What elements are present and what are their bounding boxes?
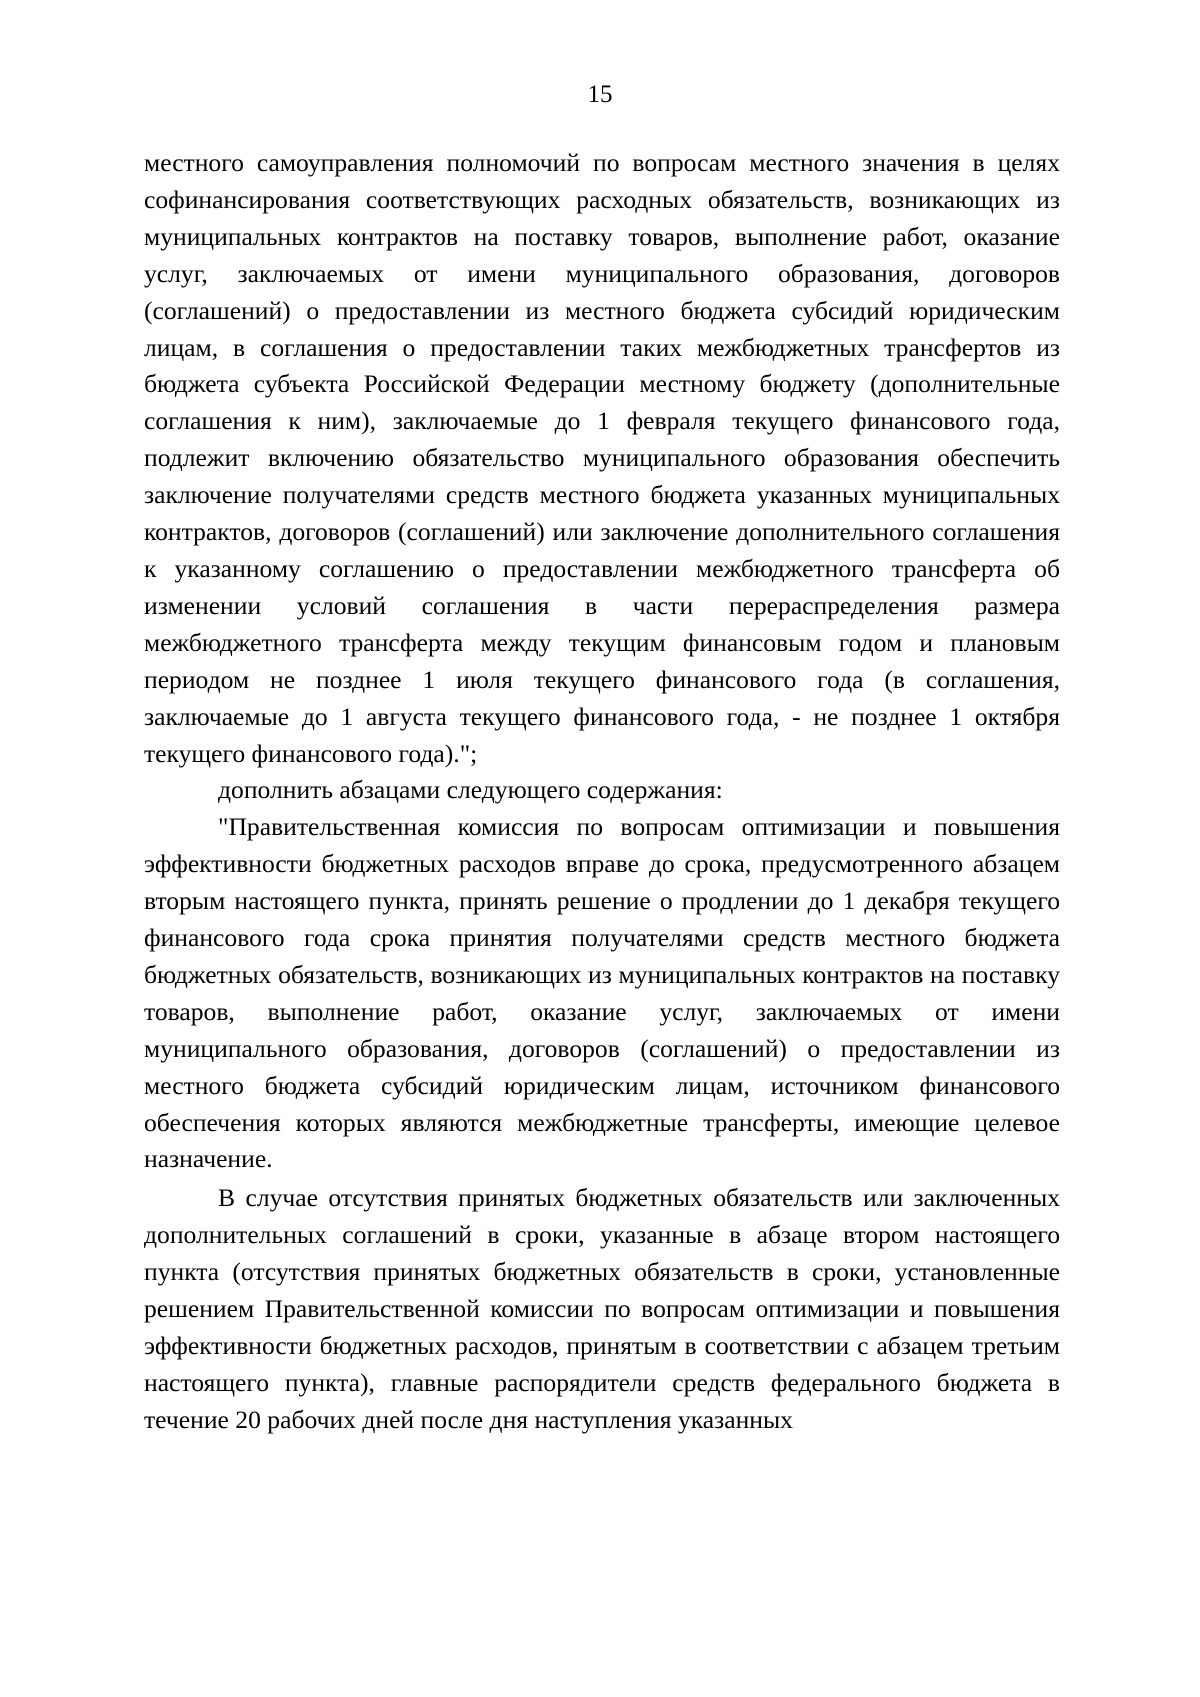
- paragraph-commission: "Правительственная комиссия по вопросам оптимизации и повышения эффективности бюджетных расходов вправе до срока, предусмотренного абзацем вторым настоящего пункта, принять решение о продлении до 1 декабря текущего финансового года срока принятия получателями средств местного бюджета бюджетных обязательств, возникающих из муниципальных контрактов на поставку товаров, выполнение работ, оказание услуг, заключаемых от имени муниципального образования, договоров (соглашений) о предоставлении из местного бюджета субсидий юридическим лицам, источником финансового обеспечения которых являются межбюджетные трансферты, имеющие целевое назначение.: [144, 812, 1060, 1174]
- paragraph-absence-case: В случае отсутствия принятых бюджетных обязательств или заключенных дополнительных соглашений в сроки, указанные в абзаце втором настоящего пункта (отсутствия принятых бюджетных обязательств в сроки, установленные решением Правительственной комиссии по вопросам оптимизации и повышения эффективности бюджетных расходов, принятым в соответствии с абзацем третьим настоящего пункта), главные распорядители средств федерального бюджета в течение 20 рабочих дней после дня наступления указанных: [144, 1183, 1060, 1434]
- paragraph-amendment-intro: дополнить абзацами следующего содержания:: [218, 775, 723, 805]
- paragraph-continuation: местного самоуправления полномочий по вопросам местного значения в целях софинансирования соответствующих расходных обязательств, возникающих из муниципальных контрактов на поставку товаров, выполнение работ, оказание услуг, заключаемых от имени муниципального образования, договоров (соглашений) о предоставлении из местного бюджета субсидий юридическим лицам, в соглашения о предоставлении таких межбюджетных трансфертов из бюджета субъекта Российской Федерации местному бюджету (дополнительные соглашения к ним), заключаемые до 1 февраля текущего финансового года, подлежит включению обязательство муниципального образования обеспечить заключение получателями средств местного бюджета указанных муниципальных контрактов, договоров (соглашений) или заключение дополнительного соглашения к указанному соглашению о предоставлении межбюджетного трансферта об изменении условий соглашения в части перераспределения размера межбюджетного трансферта между текущим финансовым годом и плановым периодом не позднее 1 июля текущего финансового года (в соглашения, заключаемые до 1 августа текущего финансового года, - не позднее 1 октября текущего финансового года).";: [144, 148, 1060, 768]
- document-body: [144, 145, 1060, 1439]
- page-number: 15: [587, 81, 613, 108]
